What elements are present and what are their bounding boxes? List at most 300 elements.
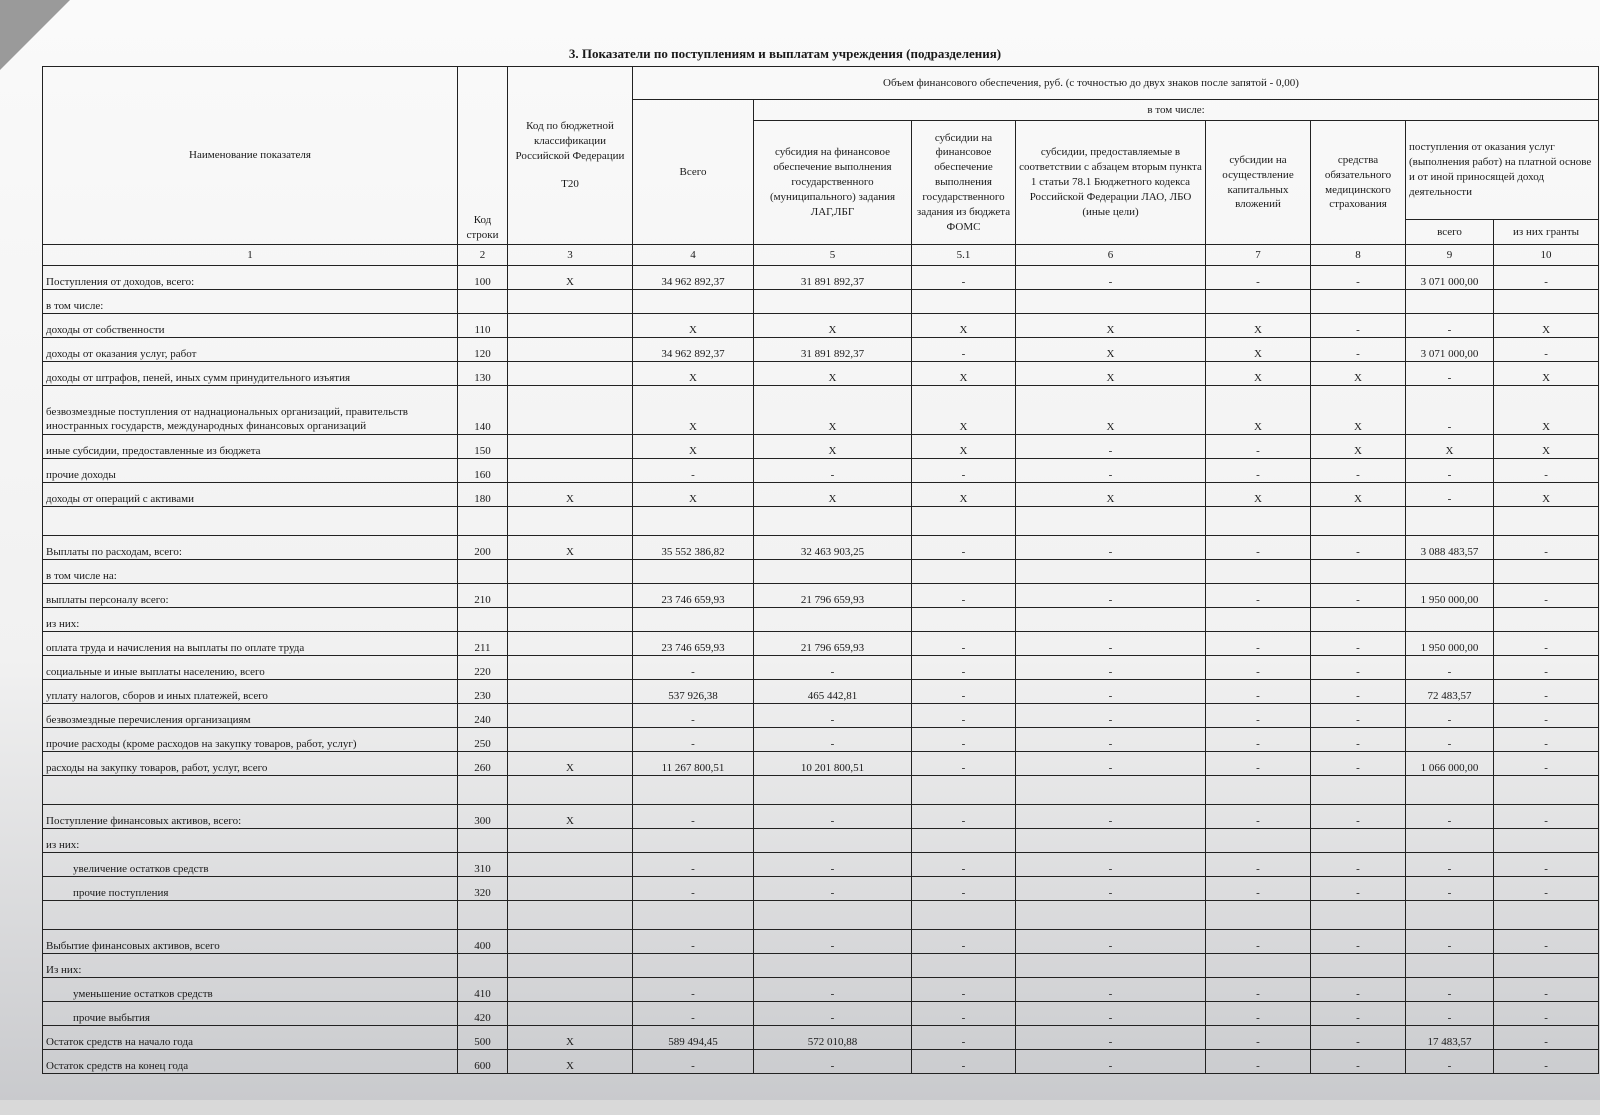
row-c5: [754, 954, 912, 978]
row-code: 160: [458, 459, 508, 483]
row-c10: -: [1494, 1050, 1599, 1074]
row-c9: -: [1406, 805, 1494, 829]
row-c7: [1206, 901, 1311, 930]
row-c51: -: [912, 978, 1016, 1002]
row-c10: -: [1494, 1002, 1599, 1026]
row-c10: -: [1494, 752, 1599, 776]
row-c10: X: [1494, 435, 1599, 459]
row-bk-code: [508, 314, 633, 338]
row-c51: -: [912, 338, 1016, 362]
row-code: 240: [458, 704, 508, 728]
row-total: -: [633, 978, 754, 1002]
row-code: 310: [458, 853, 508, 877]
col-num: 7: [1206, 245, 1311, 266]
row-name: расходы на закупку товаров, работ, услуг, всего: [43, 752, 458, 776]
row-bk-code: X: [508, 1026, 633, 1050]
table-row: [43, 608, 1599, 632]
row-c5: X: [754, 435, 912, 459]
row-code: 140: [458, 386, 508, 435]
row-c10: -: [1494, 728, 1599, 752]
row-code: [458, 290, 508, 314]
row-c5: [754, 290, 912, 314]
row-total: -: [633, 1050, 754, 1074]
row-c10: -: [1494, 877, 1599, 901]
row-c9: 1 950 000,00: [1406, 584, 1494, 608]
row-bk-code: X: [508, 536, 633, 560]
row-c51: X: [912, 483, 1016, 507]
row-c9: -: [1406, 362, 1494, 386]
row-total: -: [633, 805, 754, 829]
table-row: [43, 877, 1599, 901]
table-row: [43, 560, 1599, 584]
table-row: [43, 680, 1599, 704]
row-c51: -: [912, 805, 1016, 829]
table-row: [43, 338, 1599, 362]
table-body: [43, 266, 1599, 1074]
row-c5: 465 442,81: [754, 680, 912, 704]
row-c6: -: [1016, 1002, 1206, 1026]
row-c5: X: [754, 386, 912, 435]
row-bk-code: [508, 584, 633, 608]
table-row: [43, 386, 1599, 435]
row-code: 260: [458, 752, 508, 776]
row-name: Выбытие финансовых активов, всего: [43, 930, 458, 954]
col-num: 8: [1311, 245, 1406, 266]
row-name: доходы от оказания услуг, работ: [43, 338, 458, 362]
row-c6: X: [1016, 362, 1206, 386]
row-bk-code: X: [508, 266, 633, 290]
row-c7: -: [1206, 805, 1311, 829]
col-num: 5: [754, 245, 912, 266]
row-c6: -: [1016, 266, 1206, 290]
row-c10: -: [1494, 704, 1599, 728]
row-c5: -: [754, 1050, 912, 1074]
row-c5: 10 201 800,51: [754, 752, 912, 776]
row-c7: -: [1206, 584, 1311, 608]
row-c6: [1016, 560, 1206, 584]
row-name: оплата труда и начисления на выплаты по оплате труда: [43, 632, 458, 656]
row-c8: -: [1311, 752, 1406, 776]
header-c9a: всего: [1406, 220, 1494, 245]
row-name: из них:: [43, 608, 458, 632]
row-c6: -: [1016, 632, 1206, 656]
row-bk-code: [508, 656, 633, 680]
header-c9b: из них гранты: [1494, 220, 1599, 245]
row-c8: [1311, 954, 1406, 978]
row-c51: [912, 829, 1016, 853]
row-c9: -: [1406, 483, 1494, 507]
row-bk-code: [508, 930, 633, 954]
row-total: -: [633, 656, 754, 680]
row-c5: -: [754, 459, 912, 483]
row-c10: X: [1494, 362, 1599, 386]
row-c10: -: [1494, 266, 1599, 290]
row-c6: [1016, 290, 1206, 314]
row-c8: [1311, 829, 1406, 853]
row-c51: -: [912, 1002, 1016, 1026]
row-bk-code: [508, 435, 633, 459]
row-name: прочие доходы: [43, 459, 458, 483]
row-total: X: [633, 314, 754, 338]
row-c5: -: [754, 853, 912, 877]
row-c10: [1494, 776, 1599, 805]
row-bk-code: [508, 507, 633, 536]
row-c51: [912, 560, 1016, 584]
row-c6: -: [1016, 877, 1206, 901]
row-c51: -: [912, 632, 1016, 656]
row-c7: X: [1206, 314, 1311, 338]
row-bk-code: X: [508, 483, 633, 507]
row-c7: -: [1206, 752, 1311, 776]
row-c9: [1406, 901, 1494, 930]
row-c7: [1206, 954, 1311, 978]
row-c7: -: [1206, 1026, 1311, 1050]
row-c5: -: [754, 1002, 912, 1026]
row-c8: X: [1311, 362, 1406, 386]
row-bk-code: [508, 386, 633, 435]
row-c7: X: [1206, 386, 1311, 435]
row-c5: X: [754, 362, 912, 386]
row-c7: -: [1206, 704, 1311, 728]
row-c5: -: [754, 978, 912, 1002]
row-c6: -: [1016, 978, 1206, 1002]
row-c7: [1206, 776, 1311, 805]
row-total: 34 962 892,37: [633, 266, 754, 290]
row-bk-code: [508, 829, 633, 853]
row-c8: -: [1311, 930, 1406, 954]
row-c6: -: [1016, 1026, 1206, 1050]
row-code: 150: [458, 435, 508, 459]
row-c7: -: [1206, 435, 1311, 459]
row-total: 589 494,45: [633, 1026, 754, 1050]
row-c7: X: [1206, 362, 1311, 386]
row-c7: [1206, 829, 1311, 853]
col-num: 6: [1016, 245, 1206, 266]
row-c6: -: [1016, 1050, 1206, 1074]
row-c51: -: [912, 877, 1016, 901]
row-bk-code: [508, 290, 633, 314]
row-c9: -: [1406, 877, 1494, 901]
row-c10: [1494, 560, 1599, 584]
row-c9: [1406, 829, 1494, 853]
row-name: прочие выбытия: [43, 1002, 458, 1026]
row-name: Остаток средств на конец года: [43, 1050, 458, 1074]
row-c10: -: [1494, 978, 1599, 1002]
row-c10: X: [1494, 314, 1599, 338]
row-name: Поступления от доходов, всего:: [43, 266, 458, 290]
row-c8: -: [1311, 459, 1406, 483]
row-code: 220: [458, 656, 508, 680]
row-c5: -: [754, 930, 912, 954]
row-c8: [1311, 901, 1406, 930]
row-c8: -: [1311, 805, 1406, 829]
row-c8: -: [1311, 877, 1406, 901]
row-name: выплаты персоналу всего:: [43, 584, 458, 608]
row-c51: -: [912, 536, 1016, 560]
header-volume: Объем финансового обеспечения, руб. (с точностью до двух знаков после запятой - 0,00): [633, 67, 1599, 100]
row-total: 537 926,38: [633, 680, 754, 704]
row-c6: -: [1016, 459, 1206, 483]
row-c6: X: [1016, 338, 1206, 362]
col-num: 1: [43, 245, 458, 266]
row-bk-code: [508, 776, 633, 805]
row-total: -: [633, 704, 754, 728]
row-c8: [1311, 776, 1406, 805]
row-c5: [754, 560, 912, 584]
row-c8: [1311, 560, 1406, 584]
row-c6: -: [1016, 536, 1206, 560]
row-bk-code: [508, 680, 633, 704]
row-code: 300: [458, 805, 508, 829]
row-c8: -: [1311, 632, 1406, 656]
row-code: 210: [458, 584, 508, 608]
header-bk-sub: Т20: [561, 178, 579, 191]
row-c10: [1494, 608, 1599, 632]
row-bk-code: [508, 632, 633, 656]
row-c8: -: [1311, 338, 1406, 362]
row-c9: -: [1406, 386, 1494, 435]
row-total: [633, 901, 754, 930]
row-total: -: [633, 877, 754, 901]
row-c8: [1311, 507, 1406, 536]
row-c7: -: [1206, 656, 1311, 680]
table-row: [43, 704, 1599, 728]
row-c10: [1494, 901, 1599, 930]
row-c6: [1016, 507, 1206, 536]
row-code: [458, 608, 508, 632]
row-c51: [912, 954, 1016, 978]
row-c9: 1 950 000,00: [1406, 632, 1494, 656]
row-c9: -: [1406, 978, 1494, 1002]
row-code: 600: [458, 1050, 508, 1074]
row-c51: -: [912, 704, 1016, 728]
table-row: [43, 829, 1599, 853]
row-c5: 21 796 659,93: [754, 584, 912, 608]
row-c9: X: [1406, 435, 1494, 459]
row-c9: [1406, 290, 1494, 314]
table-row: [43, 632, 1599, 656]
row-c51: [912, 608, 1016, 632]
row-c6: -: [1016, 435, 1206, 459]
row-c6: -: [1016, 680, 1206, 704]
row-c5: X: [754, 483, 912, 507]
table-row: [43, 1050, 1599, 1074]
row-c7: [1206, 507, 1311, 536]
row-c10: -: [1494, 930, 1599, 954]
row-c6: -: [1016, 930, 1206, 954]
row-code: [458, 776, 508, 805]
header-bk: [508, 67, 633, 245]
table-row: [43, 314, 1599, 338]
row-name: увеличение остатков средств: [43, 853, 458, 877]
row-c8: -: [1311, 1050, 1406, 1074]
row-c10: -: [1494, 632, 1599, 656]
row-bk-code: [508, 954, 633, 978]
row-name: [43, 507, 458, 536]
row-c7: -: [1206, 1050, 1311, 1074]
row-c5: -: [754, 656, 912, 680]
row-c5: 572 010,88: [754, 1026, 912, 1050]
row-c51: -: [912, 266, 1016, 290]
table-row: [43, 853, 1599, 877]
row-c6: -: [1016, 853, 1206, 877]
table-header: [43, 67, 1599, 266]
row-code: 100: [458, 266, 508, 290]
table-row: [43, 266, 1599, 290]
row-bk-code: [508, 608, 633, 632]
row-c6: [1016, 901, 1206, 930]
row-c9: [1406, 560, 1494, 584]
row-code: [458, 507, 508, 536]
row-c6: X: [1016, 483, 1206, 507]
row-c6: -: [1016, 584, 1206, 608]
header-code: Код строки: [458, 67, 508, 245]
header-bk-label: Код по бюджетной классификации Российской Федерации: [515, 119, 625, 162]
row-c8: -: [1311, 314, 1406, 338]
row-c5: -: [754, 704, 912, 728]
row-total: [633, 290, 754, 314]
table-row: [43, 656, 1599, 680]
header-c5: субсидия на финансовое обеспечение выполнения государственного (муниципального) задания ЛАГ,ЛБГ: [754, 121, 912, 245]
row-name: социальные и иные выплаты населению, всего: [43, 656, 458, 680]
row-total: -: [633, 459, 754, 483]
row-c10: -: [1494, 584, 1599, 608]
row-c10: [1494, 507, 1599, 536]
row-c10: [1494, 954, 1599, 978]
row-c9: [1406, 776, 1494, 805]
row-c7: X: [1206, 483, 1311, 507]
spacer-row: [43, 901, 1599, 930]
row-c7: -: [1206, 978, 1311, 1002]
row-name: в том числе на:: [43, 560, 458, 584]
row-code: 211: [458, 632, 508, 656]
row-c51: [912, 901, 1016, 930]
row-c9: -: [1406, 314, 1494, 338]
header-c9: поступления от оказания услуг (выполнения работ) на платной основе и от иной приносящей доход деятельности: [1406, 121, 1599, 220]
row-c5: [754, 507, 912, 536]
row-total: 34 962 892,37: [633, 338, 754, 362]
col-num: 4: [633, 245, 754, 266]
row-total: X: [633, 386, 754, 435]
row-c5: X: [754, 314, 912, 338]
row-code: 410: [458, 978, 508, 1002]
row-c6: -: [1016, 728, 1206, 752]
row-c8: -: [1311, 704, 1406, 728]
row-code: 200: [458, 536, 508, 560]
row-total: -: [633, 728, 754, 752]
row-c9: [1406, 608, 1494, 632]
row-c8: -: [1311, 266, 1406, 290]
row-name: [43, 776, 458, 805]
row-c7: -: [1206, 459, 1311, 483]
table-row: [43, 584, 1599, 608]
row-c9: [1406, 954, 1494, 978]
row-c8: -: [1311, 584, 1406, 608]
row-c51: -: [912, 728, 1016, 752]
row-c5: 32 463 903,25: [754, 536, 912, 560]
row-c10: -: [1494, 853, 1599, 877]
header-including: в том числе:: [754, 100, 1599, 121]
header-name: Наименование показателя: [43, 67, 458, 245]
row-c9: -: [1406, 728, 1494, 752]
row-total: -: [633, 853, 754, 877]
header-c8: средства обязательного медицинского страхования: [1311, 121, 1406, 245]
row-c5: 21 796 659,93: [754, 632, 912, 656]
row-c5: [754, 829, 912, 853]
table-row: [43, 1002, 1599, 1026]
column-numbers-row: [43, 245, 1599, 266]
row-bk-code: [508, 459, 633, 483]
row-code: 120: [458, 338, 508, 362]
row-total: [633, 608, 754, 632]
financial-table: [42, 66, 1599, 1074]
row-c51: [912, 776, 1016, 805]
row-c9: -: [1406, 1002, 1494, 1026]
table-row: [43, 459, 1599, 483]
row-code: [458, 560, 508, 584]
row-code: 130: [458, 362, 508, 386]
row-c5: 31 891 892,37: [754, 266, 912, 290]
row-c6: X: [1016, 314, 1206, 338]
row-c5: -: [754, 877, 912, 901]
row-c8: -: [1311, 853, 1406, 877]
table-row: [43, 954, 1599, 978]
row-name: доходы от штрафов, пеней, иных сумм принудительного изъятия: [43, 362, 458, 386]
row-bk-code: X: [508, 752, 633, 776]
col-num: 3: [508, 245, 633, 266]
row-bk-code: [508, 560, 633, 584]
table-row: [43, 435, 1599, 459]
row-c51: [912, 507, 1016, 536]
row-total: -: [633, 1002, 754, 1026]
header-c7: субсидии на осуществление капитальных вложений: [1206, 121, 1311, 245]
row-bk-code: [508, 901, 633, 930]
row-c9: -: [1406, 704, 1494, 728]
row-name: Поступление финансовых активов, всего:: [43, 805, 458, 829]
table-row: [43, 483, 1599, 507]
row-c6: [1016, 776, 1206, 805]
row-c7: -: [1206, 853, 1311, 877]
row-c7: -: [1206, 536, 1311, 560]
row-c8: [1311, 290, 1406, 314]
row-c8: X: [1311, 483, 1406, 507]
row-c8: [1311, 608, 1406, 632]
table-row: [43, 930, 1599, 954]
row-name: прочие расходы (кроме расходов на закупку товаров, работ, услуг): [43, 728, 458, 752]
table-row: [43, 752, 1599, 776]
table-row: [43, 362, 1599, 386]
row-c10: -: [1494, 459, 1599, 483]
row-bk-code: [508, 877, 633, 901]
row-name: уменьшение остатков средств: [43, 978, 458, 1002]
table-row: [43, 728, 1599, 752]
row-total: [633, 954, 754, 978]
col-num: 10: [1494, 245, 1599, 266]
row-c7: -: [1206, 877, 1311, 901]
row-name: безвозмездные поступления от наднациональных организаций, правительств иностранных государств, международных финансовых организаций: [43, 386, 458, 435]
row-name: Остаток средств на начало года: [43, 1026, 458, 1050]
row-c6: [1016, 829, 1206, 853]
row-c51: X: [912, 435, 1016, 459]
table-row: [43, 1026, 1599, 1050]
row-c5: [754, 901, 912, 930]
row-code: 250: [458, 728, 508, 752]
row-c7: -: [1206, 266, 1311, 290]
row-c9: -: [1406, 1050, 1494, 1074]
row-name: безвозмездные перечисления организациям: [43, 704, 458, 728]
row-c7: [1206, 290, 1311, 314]
row-c10: -: [1494, 338, 1599, 362]
